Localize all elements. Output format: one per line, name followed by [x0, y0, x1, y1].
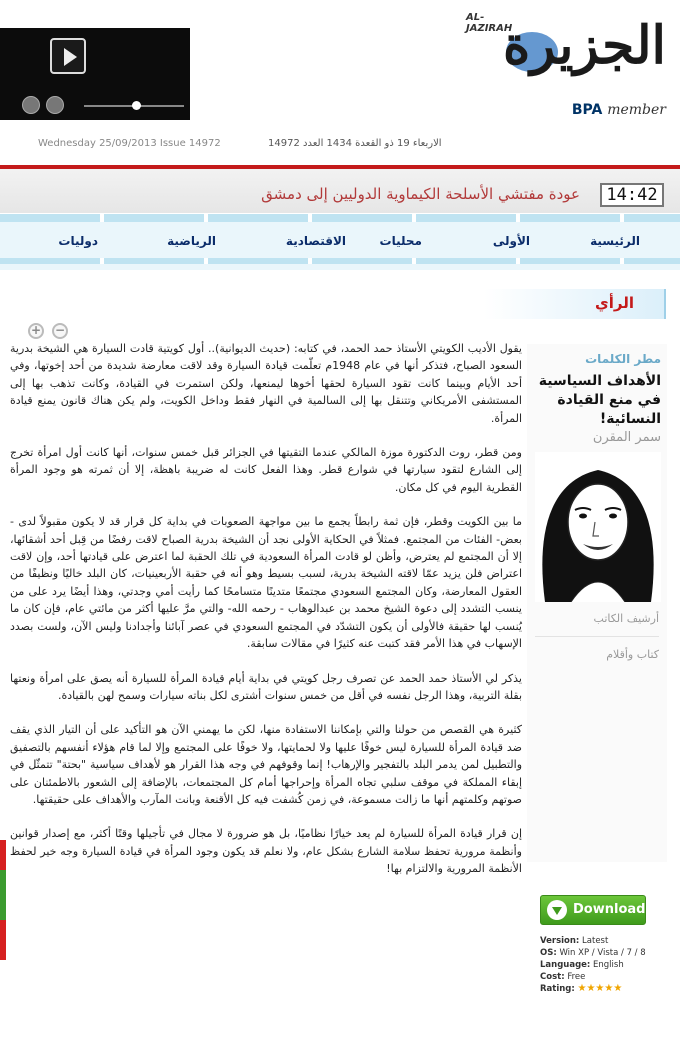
download-arrow-icon	[547, 900, 567, 920]
nav-item-sports[interactable]: الرياضية	[167, 234, 216, 248]
article-paragraph: كثيرة هي القصص من حولنا والتي بإمكاننا الاستفادة منها، لكن ما يهمني الآن هو التأكيد على أن التيار الذي يقف ضد قيادة المرأة للسيارة ليس خوفًا عليها ولا لحمايتها، ولا خوفًا على المجتمع وإلا لما قام هؤلاء أنفسهم بالتصفيق والتطبيل لمن يدمر البلد بالتفجير والإرهاب! إنما وقوفهم في وجه هذا القرار هو لأهداف سياسية "بحتة" تتمثّل في إبقاء المملكة في موقف سلبي تجاه المرأة وإحراجها أمام كل المجتمعات، بالإضافة إلى الشعور بالاطمئنان على صوتهم وكلمتهم أنها ما زالت مسموعة، في زمن كُشفت فيه كل الأقنعة وبانت المآرب والأهداف على حقيقتها.	[10, 723, 522, 806]
nav-item-international[interactable]: دوليات	[58, 234, 98, 248]
article-paragraph: ومن قطر، روت الدكتورة موزة المالكي عندما التقيتها في الجزائر قبل خمس سنوات، أنها كانت أول امرأة تخرج إلى الشارع لتقود سيارتها في شوارع قطر. وهذا الفعل كانت له ضريبة باهظة، إلا أن ثمرته هو وجود المرأة القطرية اليوم في كل مكان.	[10, 446, 522, 494]
rewind-icon[interactable]	[22, 96, 40, 114]
nav-item-economy[interactable]: الاقتصادية	[285, 234, 346, 248]
divider	[535, 636, 659, 637]
bpa-badge: BPA member	[571, 102, 666, 118]
nav-stripe	[0, 214, 680, 222]
logo-latin: AL-JAZIRAH	[466, 12, 513, 34]
article-paragraph: إن قرار قيادة المرأة للسيارة لم يعد خيارًا نظاميًا، بل هو ضرورة لا مجال في تأجيلها وقتًا أكثر، مع إصدار قوانين وأنظمة مرورية تحفظ سلامة الشارع بشكل عام، ولا نعلم قد يكون وجود المرأة في قيادة السيارة وجه خير لحفظ الأنظمة المرورية والالتزام بها!	[10, 827, 522, 876]
article-paragraph: ما بين الكويت وقطر، فإن ثمة رابطاً يجمع ما بين مواجهة الصعوبات في بداية كل قرار قد لا يكون مقبولاً لدى - بعض- الفئات من المجتمع. فمثلاً في الحكاية الأولى نجد أن الشيخة بدرية الصباح لاقت رفضًا من قِبل أحد أشقائها، إلا أن المجتمع لم يعترض، وأظن لو قادت المرأة السعودية في تلك الحقبة لما اعترض على قيادتها أحد، وإن لاقت اعتراض فلن يزيد عمّا لاقته الشيخة بدرية، لسبب بسيط وهو أنه في حقبة الأربعينيات، كان البلد خاليًا ونظيفًا من العقول المعارضة، وكان المجتمع السعودي مجتمعًا متدينًا متسامحًا كما رأيت أمي وجدتي، وهذا أيضًا يرد على من ينسب التشدد إلى دعوة الشيخ محمد بن عبدالوهاب - رحمه الله- والتي مرَّ عليها أكثر من مائتي عام، فإن كان ما يُنسب لها حقيقة فالأولى أن يكون التشدّد في المجتمع السعودي في عصر آبائنا وأجدادنا وليس الآن، ولست بصدد الإسهاب في هذا الأمر فقد كتبت عنه كثيرًا في مقالات سابقة.	[10, 515, 522, 651]
zoom-in-icon[interactable]: +	[28, 323, 44, 339]
date-arabic: الاربعاء 19 ذو القعدة 1434 العدد 14972	[268, 138, 442, 149]
site-logo[interactable]	[466, 12, 666, 122]
news-ticker	[0, 165, 680, 213]
forward-icon[interactable]	[46, 96, 64, 114]
nav-item-home[interactable]: الرئيسية	[590, 234, 640, 248]
column-name[interactable]: مطر الكلمات	[585, 352, 661, 366]
author-sidebar	[527, 344, 667, 862]
nav-stripe	[0, 258, 680, 264]
nav-item-first[interactable]: الأولى	[492, 234, 530, 248]
article-body	[10, 340, 522, 895]
author-name[interactable]: سمر المقرن	[592, 430, 661, 445]
star-rating: ★★★★★	[577, 983, 623, 994]
article-paragraph: يذكر لي الأستاذ حمد الحمد عن تصرف رجل كويتي في بداية أيام قيادة المرأة للسيارة أنه يصق على امرأة ونعتها بقلة التربية، وهذا الرجل نفسه في أقل من خمس سنوات أشترى لكل بناته سيارات وسمح لهن بالقيادة.	[10, 671, 522, 702]
author-archive-link[interactable]: أرشيف الكاتب	[593, 612, 659, 625]
article-paragraph: يقول الأديب الكويتي الأستاذ حمد الحمد، في كتابه: (حديث الديوانية).. أول كويتية قادت السيارة هي الشيخة بدرية السعود الصباح، فتذكر أنها في عام 1948م تعلّمت قيادة السيارة وقد لاقت معارضة شديدة من أحد إخوتها، وفي أحد الأيام وبينما كانت تقود السيارة لحقها أخوها ليمنعها، ولكن استمرت في القيادة، وكانت تذهب بها إلى المستشفى الأمريكاني وتتنقل بها إلى السالمية في النهار فقط وداخل الكويت، ولم يكن هناك قانون يمنع قيادة المرأة.	[10, 342, 522, 425]
section-header	[484, 289, 666, 319]
article-title: الأهداف السياسية في منع القيادة النسائية!	[538, 373, 661, 427]
main-nav	[0, 214, 680, 270]
writers-link[interactable]: كتاب وأقلام	[606, 648, 659, 661]
zoom-out-icon[interactable]: −	[52, 323, 68, 339]
clock: 14:42	[600, 183, 664, 207]
play-icon[interactable]	[50, 38, 86, 74]
ticker-headline[interactable]: عودة مفتشي الأسلحة الكيماوية الدوليين إلى دمشق	[261, 185, 580, 203]
download-button[interactable]: Download	[540, 895, 646, 925]
side-ad-edge[interactable]	[0, 870, 6, 920]
video-player[interactable]	[0, 28, 190, 120]
nav-item-local[interactable]: محليات	[379, 234, 422, 248]
date-english: Wednesday 25/09/2013 Issue 14972	[38, 138, 221, 149]
logo-arabic: الجزيرة	[503, 15, 666, 76]
volume-knob[interactable]	[132, 101, 141, 110]
download-meta: Version: Latest OS: Win XP / Vista / 7 / 8 Language: English Cost: Free Rating: ★★★★★	[540, 936, 646, 994]
download-ad	[540, 895, 656, 1007]
author-photo	[535, 452, 661, 602]
section-title: الرأي	[595, 294, 634, 312]
